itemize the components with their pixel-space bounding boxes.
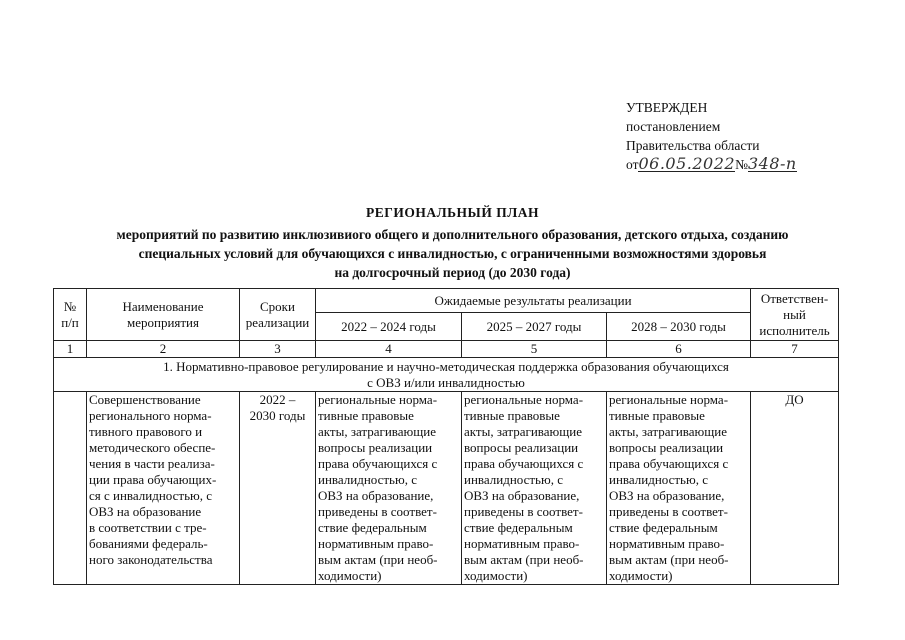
column-number: 6 [607,341,751,358]
header-row [54,289,839,313]
terms-text [242,392,313,424]
text-line: ствие федеральным [609,520,718,535]
text-line: инвалидностью, с [318,472,417,487]
text-line: нормативным право- [318,536,434,551]
text-line: права обучающихся с [318,456,438,471]
terms-cell [240,392,316,585]
header-terms-line-2: реализации [245,314,310,330]
text-line: чения в части реализа- [89,456,215,471]
column-number: 5 [462,341,607,358]
table-row [54,392,839,585]
header-responsible-line-1: Ответствен- [760,290,829,306]
plan-subtitle-line-1: мероприятий по развитию инклюзивиого общего и дополнительного образования, детского отдыха, созданию [116,227,789,242]
handwritten-date: 06.05.2022 [638,154,736,173]
header-period-2025-2027: 2025 – 2027 годы [462,313,607,341]
number-prefix: № [735,157,748,172]
result-2028-2030-cell [607,392,751,585]
text-line: права обучающихся с [464,456,584,471]
header-terms [240,289,316,341]
text-line: нормативным право- [464,536,580,551]
result-2025-2027-text [464,392,604,584]
text-line: вопросы реализации [464,440,579,455]
header-terms-line-1: Сроки [260,298,295,314]
text-line: вым актам (при необ- [318,552,438,567]
text-line: вопросы реализации [318,440,433,455]
plan-subtitle-line-2: специальных условий для обучающихся с инвалидностью, с ограниченными возможностями здоровья [138,246,767,261]
text-line: ОВЗ на образование, [318,488,434,503]
measure-name-cell [87,392,240,585]
section-heading-line-1: 1. Нормативно-правовое регулирование и научно-методическая поддержка образования обучающихся [163,358,729,374]
text-line: нормативным право- [609,536,725,551]
measure-name-text [89,392,237,568]
column-number-row [54,341,839,358]
header-number-label: п/п [61,314,79,330]
header-name-line-1: Наименование [122,298,204,314]
text-line: Совершенствование [89,392,201,407]
text-line: тивные правовые [464,408,560,423]
text-line: акты, затрагивающие [318,424,436,439]
text-line: ходимости) [318,568,382,583]
header-name [87,289,240,341]
header-number [54,289,87,341]
text-line: вым актам (при необ- [464,552,584,567]
text-line: акты, затрагивающие [464,424,582,439]
text-line: методического обеспе- [89,440,216,455]
text-line: ся с инвалидностью, с [89,488,212,503]
handwritten-number: 348-п [747,154,797,173]
date-prefix: от [626,157,639,172]
section-heading [54,358,839,392]
text-line: вым актам (при необ- [609,552,729,567]
text-line: права обучающихся с [609,456,729,471]
text-line: региональные норма- [609,392,729,407]
text-line: ствие федеральным [318,520,427,535]
section-heading-line-2: с ОВЗ и/или инвалидностью [367,374,525,390]
text-line: бованиями федераль- [89,536,208,551]
text-line: инвалидностью, с [609,472,708,487]
text-line: 2022 – [259,392,296,407]
text-line: ОВЗ на образование [89,504,202,519]
text-line: ходимости) [464,568,528,583]
header-expected-results: Ожидаемые результаты реализации [316,289,751,313]
text-line: региональные норма- [464,392,584,407]
text-line: тивные правовые [318,408,414,423]
plan-heading: РЕГИОНАЛЬНЫЙ ПЛАН [365,205,540,220]
document-title [0,203,905,282]
approval-block [626,98,797,174]
result-2025-2027-cell [462,392,607,585]
approval-title: УТВЕРЖДЕН [626,100,708,115]
text-line: 2030 годы [249,408,306,423]
text-line: регионального норма- [89,408,212,423]
text-line: региональные норма- [318,392,438,407]
column-number: 7 [751,341,839,358]
header-responsible-line-2: ный [783,306,806,322]
text-line: приведены в соответ- [464,504,583,519]
header-period-2022-2024: 2022 – 2024 годы [316,313,462,341]
text-line: тивного правового и [89,424,203,439]
text-line: ного законодательства [89,552,213,567]
text-line: ОВЗ на образование, [609,488,725,503]
header-name-line-2: мероприятия [126,314,199,330]
result-2028-2030-text [609,392,748,584]
text-line: акты, затрагивающие [609,424,727,439]
plan-table [53,288,839,585]
approval-line-government: Правительства области [626,138,760,153]
result-2022-2024-cell [316,392,462,585]
text-line: вопросы реализации [609,440,724,455]
approval-line-resolution: постановлением [626,119,721,134]
approval-date-line [626,155,797,174]
column-number: 3 [240,341,316,358]
plan-subtitle-line-3: на долгосрочный период (до 2030 года) [334,265,571,280]
text-line: ОВЗ на образование, [464,488,580,503]
header-responsible-line-3: исполнитель [759,322,830,338]
text-line: ции права обучающих- [89,472,217,487]
text-line: инвалидностью, с [464,472,563,487]
section-row [54,358,839,392]
text-line: приведены в соответ- [318,504,437,519]
text-line: приведены в соответ- [609,504,728,519]
header-period-2028-2030: 2028 – 2030 годы [607,313,751,341]
responsible-cell: ДО [751,392,839,585]
header-number-symbol: № [63,298,77,314]
header-responsible [751,289,839,341]
column-number: 1 [54,341,87,358]
column-number: 2 [87,341,240,358]
column-number: 4 [316,341,462,358]
text-line: ходимости) [609,568,673,583]
text-line: ствие федеральным [464,520,573,535]
row-number [54,392,87,585]
text-line: тивные правовые [609,408,705,423]
result-2022-2024-text [318,392,459,584]
text-line: в соответствии с тре- [89,520,207,535]
